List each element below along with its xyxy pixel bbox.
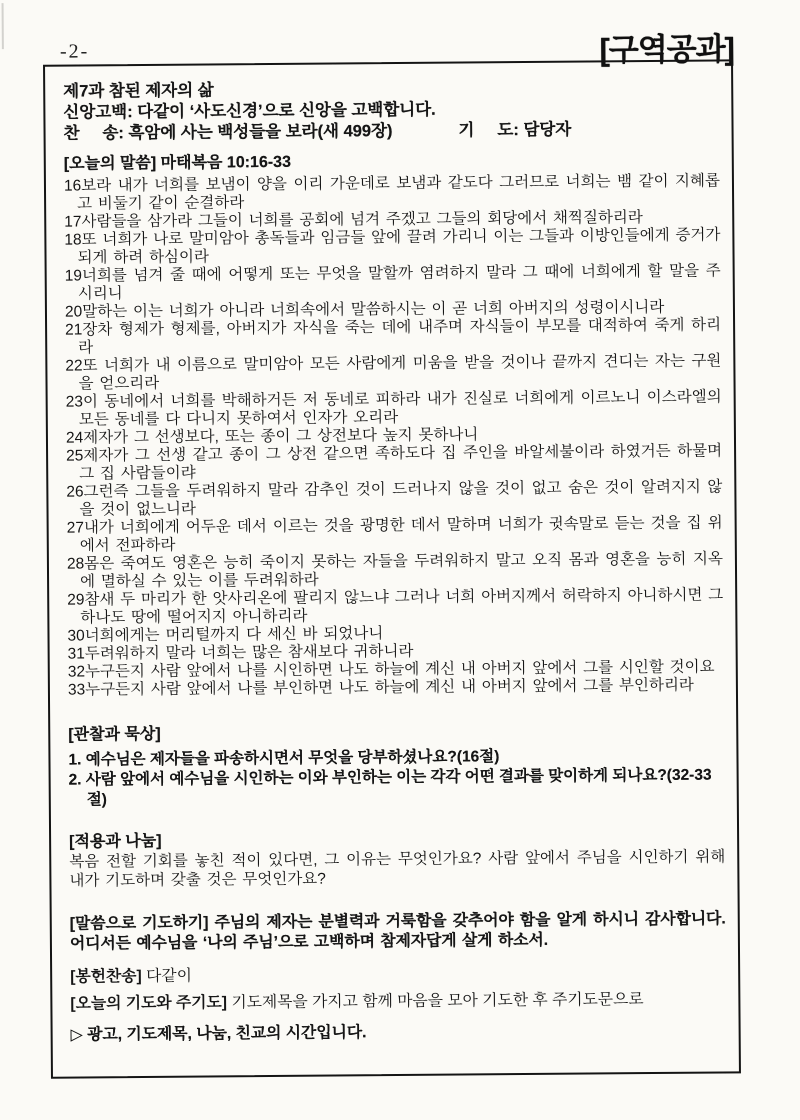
closing-prayer-label: [오늘의 기도와 주기도] — [70, 994, 228, 1013]
verse-number: 16 — [63, 177, 82, 195]
scripture-verses — [64, 172, 724, 699]
verse-text: 또 너희가 내 이름으로 말미암아 모든 사람에게 미움을 받을 것이나 끝까지 견디는 자는 구원을 얻으리라 — [78, 352, 722, 393]
verse-line — [66, 478, 722, 519]
hymn-part — [63, 121, 392, 145]
verse-line — [65, 352, 721, 393]
triangle-bullet-icon: ▷ — [70, 1026, 83, 1044]
verse-line — [66, 442, 722, 483]
closing-prayer-text: 기도제목을 가지고 함께 마음을 모아 기도한 후 주기도문으로 — [231, 991, 644, 1012]
observation-questions — [68, 745, 724, 810]
verse-line — [67, 586, 723, 627]
verse-text: 너희를 넘겨 줄 때에 어떻게 또는 무엇을 말할까 염려하지 말라 그 때에 너희에게 할 말을 주시리니 — [77, 262, 721, 303]
verse-text: 보라 내가 너희를 보냄이 양을 이리 가운데로 보냄과 같도다 그러므로 너희는 뱀 같이 지혜롭고 비둘기 같이 순결하라 — [77, 172, 721, 213]
lesson-title: 제7과 참된 제자의 삶 — [63, 81, 214, 101]
hymn-text: 흑암에 사는 백성들을 보라(새 499장) — [128, 122, 393, 143]
closing-prayer-line — [70, 989, 726, 1013]
word-prayer-paragraph — [70, 909, 726, 954]
verse-text: 제자가 그 선생보다, 또는 종이 그 상전보다 높지 못하나니 — [83, 426, 479, 447]
prayer-text: 담당자 — [523, 120, 572, 140]
offering-hymn-line — [70, 962, 726, 986]
verse-number: 20 — [64, 303, 83, 321]
verse-number: 22 — [65, 357, 83, 375]
verse-text: 또 너희가 나로 말미암아 총독들과 임금들 앞에 끌려 가리니 이는 그들과 이방인들에게 증거가 되게 하려 하심이라 — [77, 226, 721, 267]
verse-text: 이 동네에서 너희를 박해하거든 저 동네로 피하라 내가 진실로 너희에게 이르노니 이스라엘의 모든 동네를 다 다니지 못하여서 인자가 오리라 — [78, 388, 722, 429]
confession-text: 다같이 ‘사도신경’으로 신앙을 고백합니다. — [137, 100, 436, 122]
verse-text: 두려워하지 말라 너희는 많은 참새보다 귀하니라 — [84, 642, 414, 663]
verse-text: 내가 너희에게 어두운 데서 이르는 것을 광명한 데서 말하며 너희가 귓속말로 듣는 것을 집 위에서 전파하라 — [79, 514, 723, 555]
verse-number: 28 — [66, 555, 85, 573]
verse-number: 30 — [67, 627, 85, 645]
offering-hymn-text: 다같이 — [146, 967, 192, 986]
word-prayer-label: [말씀으로 기도하기] — [69, 914, 209, 933]
verse-number: 23 — [65, 393, 83, 411]
verse-text: 그런즉 그들을 두려워하지 말라 감추인 것이 드러나지 않을 것이 없고 숨은 것이 알려지지 않을 것이 없느니라 — [79, 478, 723, 519]
observation-question: 2. 사람 앞에서 예수님을 시인하는 이와 부인하는 이는 각각 어떤 결과를 맞이하게 되나요?(32-33절) — [68, 766, 712, 809]
verse-line — [68, 676, 724, 699]
verse-number: 26 — [66, 483, 84, 501]
verse-number: 19 — [64, 267, 82, 285]
offering-hymn-label: [봉헌찬송] — [70, 968, 142, 986]
verse-text: 제자가 그 선생 같고 종이 그 상전 같으면 족하도다 집 주인을 바알세불이라 하였거든 하물며 그 집 사람들이랴 — [79, 442, 723, 483]
verse-line — [64, 172, 720, 213]
verse-number: 18 — [64, 231, 82, 249]
verse-number: 21 — [65, 321, 83, 339]
verse-line — [64, 226, 720, 267]
verse-line — [66, 388, 722, 429]
lesson-series-badge: [구역공과] — [599, 31, 735, 68]
verse-number: 25 — [66, 447, 84, 465]
verse-text: 사람들을 삼가라 그들이 너희를 공회에 넘겨 주겠고 그들의 회당에서 채찍질하리라 — [81, 209, 643, 231]
word-prayer-body: 주님의 제자는 분별력과 거룩함을 갖추어야 함을 알게 하시니 감사합니다. 어디서든 예수님을 ‘나의 주님’으로 고백하며 참제자답게 살게 하소서. — [69, 910, 726, 953]
application-body: 복음 전할 기회를 놓친 적이 있다면, 그 이유는 무엇인가요? 사람 앞에서 주님을 시인하기 위해 내가 기도하며 갖출 것은 무엇인가요? — [69, 848, 726, 890]
observation-question: 1. 예수님은 제자들을 파송하시면서 무엇을 당부하셨나요?(16절) — [68, 748, 500, 769]
hymn-label: 찬 송: — [63, 124, 124, 143]
prayer-label: 기 도: — [458, 121, 519, 140]
application-heading: [적용과 나눔] — [69, 832, 162, 851]
verse-number: 32 — [67, 663, 86, 681]
verse-text: 누구든지 사람 앞에서 나를 시인하면 나도 하늘에 계신 내 아버지 앞에서 그를 시인할 것이요 — [84, 658, 715, 681]
verse-number: 33 — [67, 681, 86, 699]
verse-number: 17 — [64, 213, 82, 231]
verse-number: 29 — [67, 591, 85, 609]
announcement-line — [71, 1020, 727, 1044]
scripture-heading: [오늘의 말씀] 마태복음 10:16-33 — [63, 153, 292, 173]
verse-line — [67, 550, 723, 591]
verse-number: 31 — [67, 645, 85, 663]
announcement-text: 광고, 기도제목, 나눔, 친교의 시간입니다. — [87, 1024, 367, 1044]
verse-number: 27 — [66, 519, 84, 537]
verse-line — [67, 514, 723, 555]
verse-text: 너희에게는 머리털까지 다 세신 바 되었나니 — [84, 625, 384, 645]
prayer-part — [458, 120, 571, 142]
verse-line — [65, 316, 721, 357]
verse-text: 참새 두 마리가 한 앗사리온에 팔리지 않느냐 그러나 너희 아버지께서 허락하지 아니하시면 그 하나도 땅에 떨어지지 아니하리라 — [80, 586, 724, 627]
verse-number: 24 — [65, 429, 84, 447]
verse-text: 몸은 죽여도 영혼은 능히 죽이지 못하는 자들을 두려워하지 말고 오직 몸과 영혼을 능히 지옥에 멸하실 수 있는 이를 두려워하라 — [80, 550, 723, 591]
hymn-prayer-line — [63, 118, 719, 144]
verse-line — [65, 262, 721, 303]
verse-text: 누구든지 사람 앞에서 나를 부인하면 나도 하늘에 계신 내 아버지 앞에서 그를 부인하리라 — [85, 676, 694, 699]
verse-text: 말하는 이는 너희가 아니라 너희속에서 말씀하시는 이 곧 너희 아버지의 성령이시니라 — [82, 298, 665, 321]
verse-text: 장차 형제가 형제를, 아버지가 자식을 죽는 데에 내주며 자식들이 부모를 대적하여 죽게 하리라 — [78, 316, 722, 357]
observation-heading: [관찰과 묵상] — [68, 725, 161, 744]
page-number: -2- — [59, 40, 90, 63]
confession-label: 신앙고백: — [63, 103, 133, 122]
lesson-content-box — [43, 59, 741, 1078]
lesson-header-block — [63, 76, 719, 144]
